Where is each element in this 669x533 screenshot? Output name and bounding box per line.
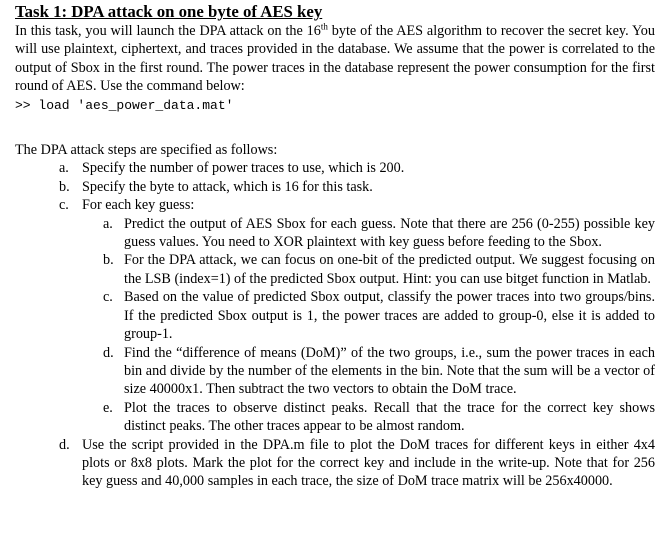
substep-item xyxy=(15,215,655,252)
substep-marker: a. xyxy=(103,215,113,232)
step-item xyxy=(15,436,655,491)
intro-paragraph xyxy=(15,22,655,96)
ordinal-suffix: th xyxy=(320,21,328,32)
substep-marker: b. xyxy=(103,252,114,269)
substep-text: Plot the traces to observe distinct peaks. Recall that the trace for the correct key shows distinct peaks. The other traces appear to be almost random. xyxy=(124,399,655,435)
substep-item xyxy=(15,288,655,343)
substep-text: For the DPA attack, we can focus on one-bit of the predicted output. We suggest focusing on the LSB (index=1) of the predicted Sbox output. Hint: you can use bitget function in Matlab. xyxy=(124,252,655,287)
step-text: Use the script provided in the DPA.m file to plot the DoM traces for different keys in either 4x4 plots or 8x8 plots. Mark the plot for the correct key and include in the write-up. Note that for 256 key guess and 40,000 samples in each trace, the size of DoM trace matrix will be 256x40000. xyxy=(82,436,655,490)
steps-list xyxy=(15,159,655,490)
substep-text: Find the “difference of means (DoM)” of the two groups, i.e., sum the power traces in each bin and divide by the number of the elements in the bin. Note that the sum will be a vector of size 40000x1. Then subtract the two vectors to obtain the DoM trace. xyxy=(124,344,655,398)
substep-marker: d. xyxy=(103,344,114,361)
step-item xyxy=(15,178,655,196)
substeps-list xyxy=(15,215,655,436)
steps-intro: The DPA attack steps are specified as follows: xyxy=(15,142,278,159)
step-marker: a. xyxy=(59,160,69,177)
substep-marker: c. xyxy=(103,289,113,306)
matlab-command: >> load 'aes_power_data.mat' xyxy=(15,97,234,113)
step-marker: c. xyxy=(59,197,69,214)
substep-item xyxy=(15,399,655,436)
substep-text: Predict the output of AES Sbox for each guess. Note that there are 256 (0-255) possible key guess values. You need to XOR plaintext with key guess before feeding to the Sbox. xyxy=(124,215,655,251)
substep-item xyxy=(15,344,655,399)
step-text: For each key guess: xyxy=(82,197,195,214)
substep-text: Based on the value of predicted Sbox output, classify the power traces into two groups/bins. If the predicted Sbox output is 1, the power traces are added to group-0, else it is added to group-1. xyxy=(124,289,655,343)
intro-text-end: byte of the AES algorithm to recover the secret key. You will use plaintext, ciphertext, and traces provided in the database. We assume that the power is correlated to the output of Sbox in the first round. The power traces in the database represent the power consumption for the first round of AES. Use the command below: xyxy=(15,23,655,95)
step-item xyxy=(15,159,655,177)
step-item xyxy=(15,196,655,435)
step-marker: d. xyxy=(59,436,70,453)
intro-text-start: In this task, you will launch the DPA attack on the 16 xyxy=(15,23,321,39)
step-text: Specify the number of power traces to use, which is 200. xyxy=(82,160,405,177)
step-marker: b. xyxy=(59,178,70,195)
substep-item xyxy=(15,251,655,288)
task-title: Task 1: DPA attack on one byte of AES key xyxy=(15,2,323,21)
substep-marker: e. xyxy=(103,399,113,416)
step-text: Specify the byte to attack, which is 16 for this task. xyxy=(82,178,373,195)
